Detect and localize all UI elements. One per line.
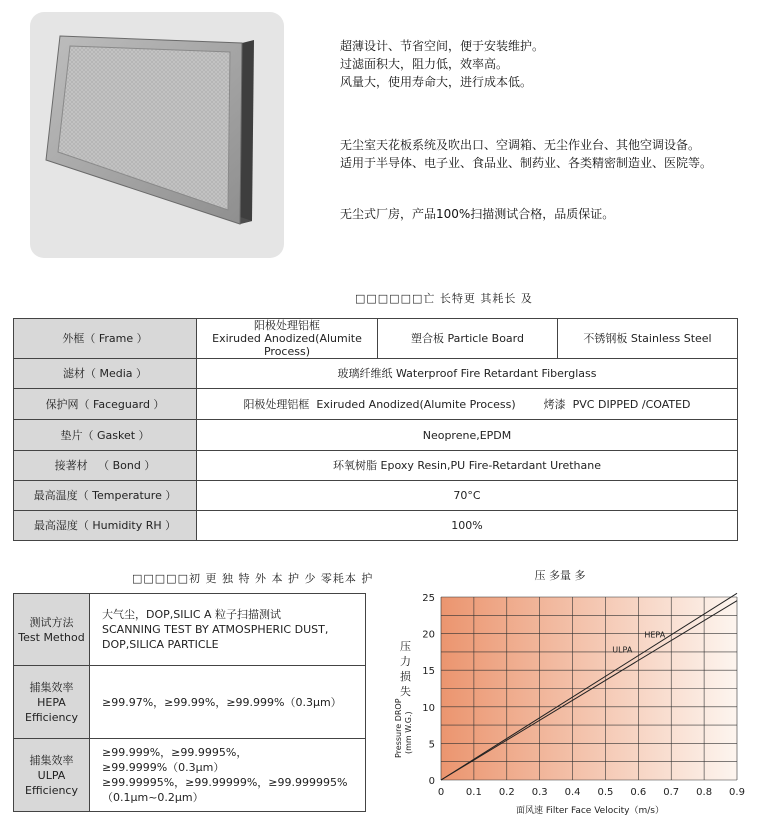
x-tick-label: 0.7 — [663, 787, 680, 798]
spec-label: 最高湿度（ Humidity RH ） — [14, 511, 197, 541]
series-label-ulpa: ULPA — [612, 645, 633, 655]
y-tick-label: 25 — [422, 593, 435, 604]
spec-label: 滤材（ Media ） — [14, 359, 197, 389]
y-axis-ticks — [422, 593, 435, 787]
spec-row-frame — [14, 319, 738, 359]
hepa-filter-image — [30, 12, 284, 258]
x-tick-label: 0.9 — [729, 787, 745, 798]
application-list — [340, 136, 712, 172]
spec-table — [13, 318, 738, 541]
test-label: 捕集效率HEPA Efficiency — [14, 666, 90, 739]
x-axis-ticks — [438, 787, 745, 798]
application-line: 适用于半导体、电子业、食品业、制药业、各类精密制造业、医院等。 — [340, 156, 713, 170]
spec-label: 外框（ Frame ） — [14, 319, 197, 359]
test-value: ≥99.999%，≥99.9995%，≥99.9999%（0.3μm） ≥99.99995%，≥99.99999%，≥99.999995% （0.1μm~0.2μm） — [90, 739, 366, 812]
x-tick-label: 0 — [437, 787, 445, 798]
spec-row-media — [14, 359, 738, 389]
x-tick-label: 0.1 — [465, 787, 482, 798]
chart-title: 压 多量 多 — [534, 569, 586, 582]
spec-row-temperature — [14, 481, 738, 511]
test-row-ulpa — [14, 739, 366, 812]
spec-value: 100% — [197, 511, 738, 541]
test-row-method — [14, 594, 366, 666]
feature-line: 过滤面积大，阻力低，效率高。 — [340, 57, 509, 71]
y-tick-label: 20 — [422, 629, 435, 641]
test-row-hepa — [14, 666, 366, 739]
test-label: 测试方法 Test Method — [14, 594, 90, 666]
application-line: 无尘室天花板系统及吹出口、空调箱、无尘作业台、其他空调设备。 — [340, 138, 701, 152]
series-label-hepa: HEPA — [644, 630, 666, 640]
spec-value: 阳极处理铝框 Exiruded Anodized(Alumite Process) — [197, 319, 378, 359]
test-value: 大气尘，DOP,SILIC A 粒子扫描测试 SCANNING TEST BY ATMOSPHERIC DUST, DOP,SILICA PARTICLE — [90, 594, 366, 666]
feature-list — [340, 37, 544, 91]
spec-label: 垫片（ Gasket ） — [14, 420, 197, 451]
spec-value: 环氧树脂 Epoxy Resin,PU Fire-Retardant Urethane — [197, 451, 738, 481]
x-tick-label: 0.2 — [498, 787, 515, 798]
spec-label: 保护网（ Faceguard ） — [14, 389, 197, 420]
y-tick-label: 15 — [422, 666, 435, 678]
y-tick-label: 10 — [422, 702, 435, 714]
spec-row-humidity — [14, 511, 738, 541]
spec-row-bond — [14, 451, 738, 481]
x-tick-label: 0.8 — [696, 787, 713, 798]
spec-row-faceguard — [14, 389, 738, 420]
x-tick-label: 0.3 — [531, 787, 548, 798]
product-photo-frame — [30, 12, 284, 258]
y-axis-label-cn: 压力损失 — [400, 640, 411, 698]
spec-value: 70°C — [197, 481, 738, 511]
spec-label: 最高温度（ Temperature ） — [14, 481, 197, 511]
spec-section-title: □□□□□□亡 长特更 其耗长 及 — [355, 292, 533, 305]
x-axis-label: 面风速 Filter Face Velocity（m/s） — [515, 806, 665, 816]
y-axis-unit: (mm W.G.) — [404, 711, 413, 754]
pressure-drop-chart — [380, 558, 760, 818]
spec-value: 塑合板 Particle Board — [378, 319, 558, 359]
spec-row-gasket — [14, 420, 738, 451]
spec-label: 接著材 （ Bond ） — [14, 451, 197, 481]
feature-line: 超薄设计、节省空间，便于安装维护。 — [340, 39, 545, 53]
y-axis-label-en: Pressure DROP — [394, 698, 403, 758]
quality-line: 无尘式厂房，产品100%扫描测试合格，品质保证。 — [340, 207, 615, 221]
x-tick-label: 0.6 — [630, 787, 647, 798]
feature-line: 风量大，使用寿命大，进行成本低。 — [340, 75, 533, 89]
test-table — [13, 593, 366, 812]
x-tick-label: 0.4 — [564, 787, 581, 798]
spec-value: 不锈钢板 Stainless Steel — [558, 319, 738, 359]
test-label: 捕集效率ULPA Efficiency — [14, 739, 90, 812]
test-value: ≥99.97%，≥99.99%，≥99.999%（0.3μm） — [90, 666, 366, 739]
spec-value: 阳极处理铝框 Exiruded Anodized(Alumite Process) 烤漆 PVC DIPPED /COATED — [197, 389, 738, 420]
test-section-title: □□□□□初 更 独 特 外 本 护 少 零耗本 护 — [132, 572, 374, 585]
spec-value: Neoprene,EPDM — [197, 420, 738, 451]
y-tick-label: 5 — [428, 739, 435, 751]
spec-value: 玻璃纤维纸 Waterproof Fire Retardant Fiberglass — [197, 359, 738, 389]
quality-note — [340, 205, 614, 223]
y-tick-label: 0 — [428, 776, 435, 787]
x-tick-label: 0.5 — [597, 787, 614, 798]
